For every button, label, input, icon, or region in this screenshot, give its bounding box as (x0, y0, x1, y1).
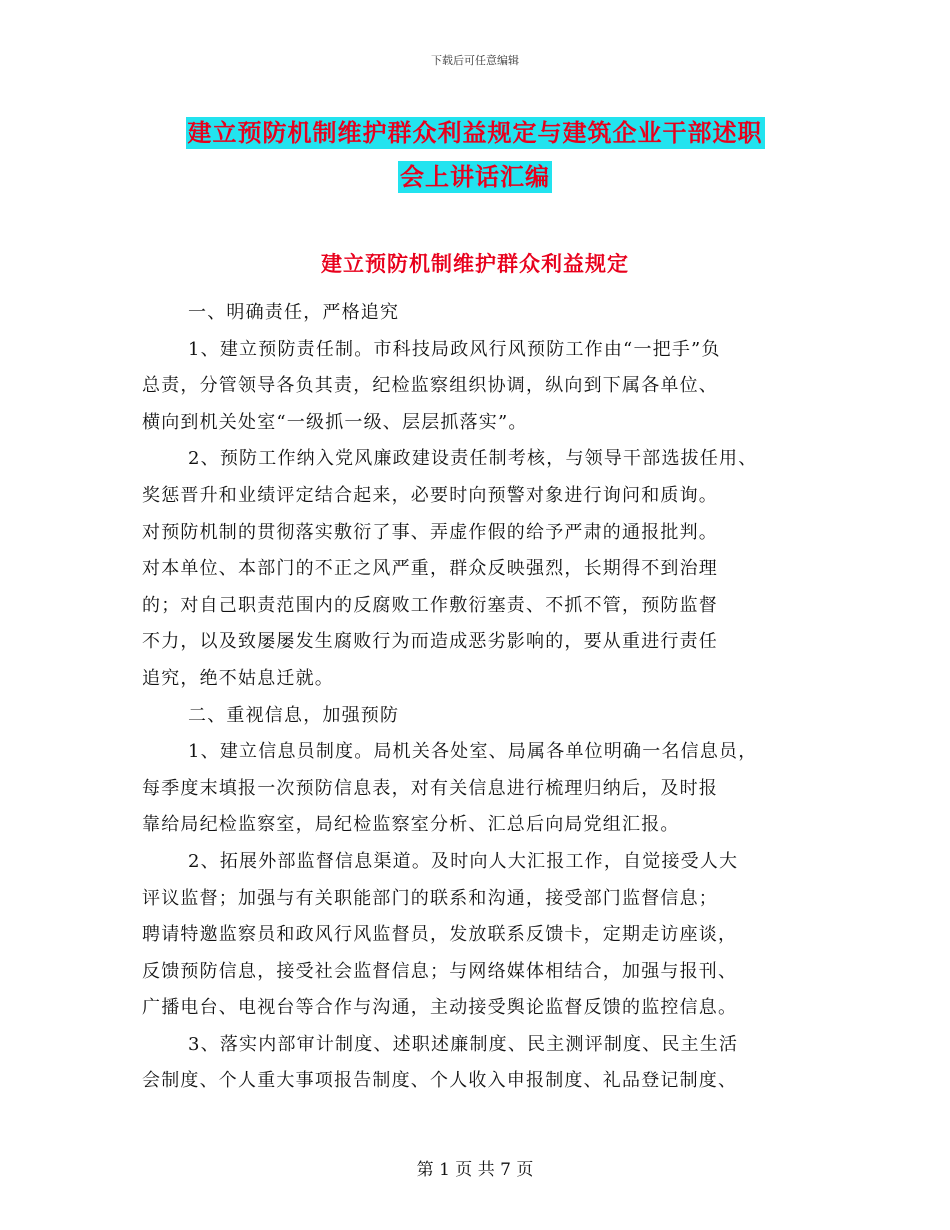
paragraph-line: 奖惩晋升和业绩评定结合起来，必要时向预警对象进行询问和质询。 (142, 484, 718, 506)
page-number-footer: 第 1 页 共 7 页 (416, 1160, 534, 1180)
paragraph-line: 聘请特邀监察员和政风行风监督员，发放联系反馈卡，定期走访座谈， (142, 924, 738, 946)
paragraph-line: 每季度末填报一次预防信息表，对有关信息进行梳理归纳后，及时报 (142, 777, 718, 799)
document-body (142, 295, 822, 1100)
paragraph-line: 2、预防工作纳入党风廉政建设责任制考核，与领导干部选拔任用、 (188, 448, 758, 470)
paragraph-line: 横向到机关处室“一级抓一级、层层抓落实”。 (142, 411, 528, 433)
paragraph-line: 追究，绝不姑息迁就。 (142, 667, 334, 689)
paragraph-line: 1、建立信息员制度。局机关各处室、局属各单位明确一名信息员， (188, 741, 758, 763)
paragraph-line: 3、落实内部审计制度、述职述廉制度、民主测评制度、民主生活 (188, 1033, 739, 1055)
paragraph-line: 对本单位、本部门的不正之风严重，群众反映强烈，长期得不到治理 (142, 558, 718, 580)
paragraph-line: 2、拓展外部监督信息渠道。及时向人大汇报工作，自觉接受人大 (188, 850, 739, 872)
section-heading: 一、明确责任，严格追究 (188, 302, 400, 323)
paragraph-line: 不力，以及致屡屡发生腐败行为而造成恶劣影响的，要从重进行责任 (142, 631, 718, 653)
section-heading: 二、重视信息，加强预防 (188, 704, 400, 726)
paragraph-line: 对预防机制的贯彻落实敷衍了事、弄虚作假的给予严肃的通报批判。 (142, 521, 718, 543)
paragraph-line: 评议监督；加强与有关职能部门的联系和沟通，接受部门监督信息； (142, 887, 718, 909)
paragraph-line: 反馈预防信息，接受社会监督信息；与网络媒体相结合，加强与报刊、 (142, 960, 738, 982)
paragraph-line: 总责，分管领导各负其责，纪检监察组织协调，纵向到下属各单位、 (142, 375, 718, 397)
paragraph-line: 靠给局纪检监察室，局纪检监察室分析、汇总后向局党组汇报。 (142, 814, 680, 836)
page-header-note: 下载后可任意编辑 (431, 54, 519, 67)
paragraph-line: 广播电台、电视台等合作与沟通，主动接受舆论监督反馈的监控信息。 (142, 997, 738, 1019)
document-title-line-1: 建立预防机制维护群众利益规定与建筑企业干部述职 (187, 119, 763, 147)
paragraph-line: 的；对自己职责范围内的反腐败工作敷衍塞责、不抓不管，预防监督 (142, 594, 718, 616)
paragraph-line: 1、建立预防责任制。市科技局政风行风预防工作由“一把手”负 (188, 338, 721, 360)
paragraph-line: 会制度、个人重大事项报告制度、个人收入申报制度、礼品登记制度、 (142, 1070, 738, 1092)
document-title-line-2: 会上讲话汇编 (400, 163, 550, 191)
section-subtitle: 建立预防机制维护群众利益规定 (321, 252, 629, 276)
